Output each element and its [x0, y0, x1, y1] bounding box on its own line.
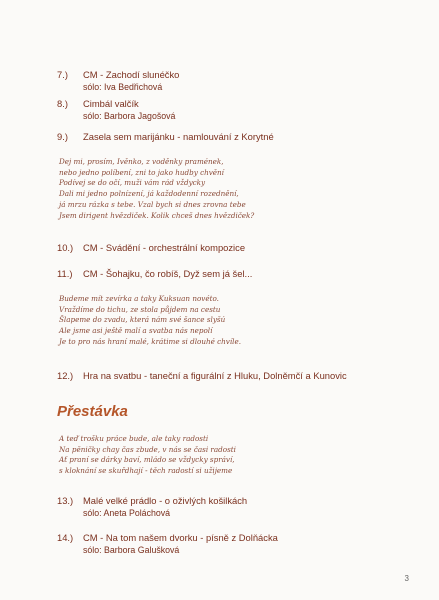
program-item-8-solo: sólo: Barbora Jagošová — [83, 111, 176, 121]
program-item-13-solo: sólo: Aneta Poláchová — [83, 508, 171, 518]
program-item-12: 12.) Hra na svatbu - taneční a figurální z Hluku, Dolněmčí a Kunovic — [57, 370, 347, 381]
poem-line: Na pěničky chay čas zbude, v nás se časi radosti — [59, 444, 236, 454]
poem-line: Šlapeme do zvadu, která nám své šance slyšú — [59, 315, 226, 325]
poem-line: A teď trošku práce bude, ale taky radosti — [59, 434, 209, 443]
program-item-14: 14.) CM - Na tom našem dvorku - písně z Dolňácka — [57, 532, 278, 543]
poem-2 — [59, 294, 241, 348]
poem-line: Ale jsme asi ještě malí a svatba nás nepolí — [59, 326, 213, 336]
poem-line: s kloknání se skuřdhají - těch radostí si užijeme — [59, 466, 233, 476]
poem-line: Ať praní se dárky baví, mládo se vždycky správí, — [59, 455, 235, 465]
poem-line: Dej mi, prosím, Ivěnko, z voděnky pramének, — [59, 157, 224, 166]
program-item-10: 10.) CM - Svádění - orchestrální kompozice — [57, 242, 246, 253]
program-item-8: 8.) Cimbál valčík — [57, 98, 139, 109]
program-item-14-solo: sólo: Barbora Galušková — [83, 545, 180, 555]
page-number: 3 — [404, 574, 409, 583]
poem-line: Budeme mít zevírka a taky Kuksuan novéto. — [59, 294, 219, 303]
poem-line: Podívej se do očí, muži vám rád vždycky — [59, 178, 206, 188]
poem-3 — [59, 434, 236, 477]
poem-line: Jsem dirigent hvězdiček. Kolik chceš dnes hvězdiček? — [59, 210, 255, 220]
program-item-13: 13.) Malé velké prádlo - o oživlých košilkách — [57, 495, 248, 506]
poem-line: Vraždíme do tichu, ze stola půjdem na cestu — [59, 304, 221, 314]
pause-heading: Přestávka — [57, 403, 128, 420]
program-item-7-solo: sólo: Iva Bedřichová — [83, 82, 163, 92]
poem-1 — [59, 157, 254, 221]
program-item-11: 11.) CM - Šohajku, čo robíš, Dyž sem já šel... — [57, 268, 253, 279]
poem-line: nebo jedno políbení, zni to jako hudby chvění — [59, 167, 224, 177]
poem-line: Je to pro nás hraní malé, krátime si dlouhé chvíle. — [59, 336, 242, 346]
poem-line: já mrzu rázka s tebe. Vzal bych si dnes zrovna tebe — [59, 199, 246, 209]
program-item-9: 9.) Zasela sem marijánku - namlouvání z Korytné — [57, 131, 274, 142]
poem-line: Dali mi jedno polnízení, já každodenní rozednění, — [59, 189, 239, 199]
program-item-7: 7.) CM - Zachodí slunéčko — [57, 69, 180, 80]
